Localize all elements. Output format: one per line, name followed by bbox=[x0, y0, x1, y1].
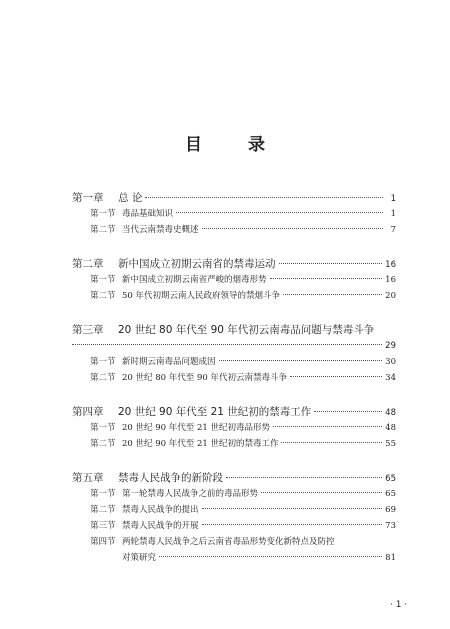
page-number: 65 bbox=[385, 474, 396, 484]
chapter-block bbox=[72, 322, 396, 386]
page-number: 48 bbox=[385, 408, 396, 418]
page-number: 30 bbox=[385, 357, 396, 367]
section-number: 第二节 bbox=[90, 505, 116, 515]
section-number: 第三节 bbox=[90, 521, 116, 531]
section-number: 第一节 bbox=[90, 209, 116, 219]
section-title-continuation: 对策研究 bbox=[122, 553, 157, 563]
chapter-entry[interactable] bbox=[72, 190, 396, 206]
page-number: 16 bbox=[385, 260, 396, 270]
chapter-number: 第五章 bbox=[72, 472, 104, 484]
section-entry[interactable] bbox=[72, 502, 396, 518]
section-number: 第二节 bbox=[90, 373, 116, 383]
section-entry[interactable] bbox=[72, 222, 396, 238]
page-number: 20 bbox=[385, 291, 396, 301]
leader-dots bbox=[270, 278, 383, 279]
section-number: 第二节 bbox=[90, 291, 116, 301]
section-entry[interactable] bbox=[72, 272, 396, 288]
section-entry[interactable] bbox=[72, 534, 396, 550]
chapter-entry-continuation bbox=[72, 338, 396, 354]
section-number: 第四节 bbox=[90, 537, 116, 547]
chapter-title: 20 世纪 80 年代至 90 年代初云南毒品问题与禁毒斗争 bbox=[118, 324, 375, 336]
section-number: 第一节 bbox=[90, 489, 116, 499]
table-of-contents bbox=[72, 190, 396, 584]
section-title: 禁毒人民战争的提出 bbox=[122, 505, 199, 515]
page-number: 1 bbox=[390, 194, 396, 204]
chapter-block bbox=[72, 256, 396, 304]
chapter-number: 第四章 bbox=[72, 406, 104, 418]
chapter-block bbox=[72, 470, 396, 566]
chapter-title: 禁毒人民战争的新阶段 bbox=[118, 472, 223, 484]
section-title: 当代云南禁毒史概述 bbox=[122, 225, 199, 235]
leader-dots bbox=[283, 294, 382, 295]
section-entry[interactable] bbox=[72, 206, 396, 222]
chapter-number: 第三章 bbox=[72, 324, 104, 336]
chapter-title: 新中国成立初期云南省的禁毒运动 bbox=[118, 258, 276, 270]
leader-dots bbox=[279, 263, 383, 264]
leader-dots bbox=[314, 411, 382, 412]
chapter-number: 第一章 bbox=[72, 192, 104, 204]
leader-dots bbox=[290, 376, 382, 377]
page-number: 29 bbox=[385, 341, 396, 351]
page-number: 34 bbox=[385, 373, 396, 383]
section-title: 新时期云南毒品问题成因 bbox=[122, 357, 216, 367]
leader-dots bbox=[261, 492, 382, 493]
chapter-title: 20 世纪 90 年代至 21 世纪初的禁毒工作 bbox=[118, 406, 312, 418]
chapter-entry[interactable] bbox=[72, 404, 396, 420]
leader-dots bbox=[176, 212, 383, 213]
page-number: 73 bbox=[385, 521, 396, 531]
section-number: 第一节 bbox=[90, 357, 116, 367]
chapter-number: 第二章 bbox=[72, 258, 104, 270]
leader-dots bbox=[72, 344, 382, 345]
leader-dots bbox=[273, 426, 382, 427]
section-title: 两轮禁毒人民战争之后云南省毒品形势变化新特点及防控 bbox=[122, 537, 335, 547]
section-number: 第二节 bbox=[90, 439, 116, 449]
section-title: 禁毒人民战争的开展 bbox=[122, 521, 199, 531]
section-title: 第一轮禁毒人民战争之前的毒品形势 bbox=[122, 489, 259, 499]
section-entry[interactable] bbox=[72, 518, 396, 534]
toc-title: 目 录 bbox=[185, 135, 285, 155]
section-entry[interactable] bbox=[72, 370, 396, 386]
page-number: 69 bbox=[385, 505, 396, 515]
section-number: 第一节 bbox=[90, 275, 116, 285]
page-footer-number: · 1 · bbox=[390, 600, 408, 610]
section-entry[interactable] bbox=[72, 354, 396, 370]
leader-dots bbox=[281, 442, 382, 443]
page-number: 16 bbox=[385, 275, 396, 285]
leader-dots bbox=[202, 508, 383, 509]
page-number: 7 bbox=[390, 225, 396, 235]
leader-dots bbox=[202, 524, 383, 525]
leader-dots bbox=[145, 197, 383, 198]
section-entry[interactable] bbox=[72, 436, 396, 452]
leader-dots bbox=[226, 477, 382, 478]
leader-dots bbox=[219, 360, 383, 361]
page-number: 1 bbox=[390, 209, 396, 219]
page-number: 65 bbox=[385, 489, 396, 499]
leader-dots bbox=[159, 556, 382, 557]
section-title: 新中国成立初期云南省严峻的烟毒形势 bbox=[122, 275, 267, 285]
chapter-entry[interactable] bbox=[72, 256, 396, 272]
section-entry[interactable] bbox=[72, 486, 396, 502]
leader-dots bbox=[202, 228, 383, 229]
page-number: 81 bbox=[385, 553, 396, 563]
section-entry[interactable] bbox=[72, 288, 396, 304]
section-entry-continuation bbox=[72, 550, 396, 566]
section-title: 20 世纪 80 年代至 90 年代初云南禁毒斗争 bbox=[122, 373, 287, 383]
section-number: 第一节 bbox=[90, 423, 116, 433]
section-number: 第二节 bbox=[90, 225, 116, 235]
chapter-entry[interactable] bbox=[72, 322, 396, 338]
chapter-block bbox=[72, 190, 396, 238]
page-number: 55 bbox=[385, 439, 396, 449]
section-title: 毒品基础知识 bbox=[122, 209, 174, 219]
chapter-entry[interactable] bbox=[72, 470, 396, 486]
section-title: 50 年代初期云南人民政府领导的禁烟斗争 bbox=[122, 291, 281, 301]
page-number: 48 bbox=[385, 423, 396, 433]
chapter-block bbox=[72, 404, 396, 452]
section-entry[interactable] bbox=[72, 420, 396, 436]
section-title: 20 世纪 90 年代至 21 世纪初的禁毒工作 bbox=[122, 439, 279, 449]
chapter-title: 总 论 bbox=[118, 192, 143, 204]
section-title: 20 世纪 90 年代至 21 世纪初毒品形势 bbox=[122, 423, 270, 433]
